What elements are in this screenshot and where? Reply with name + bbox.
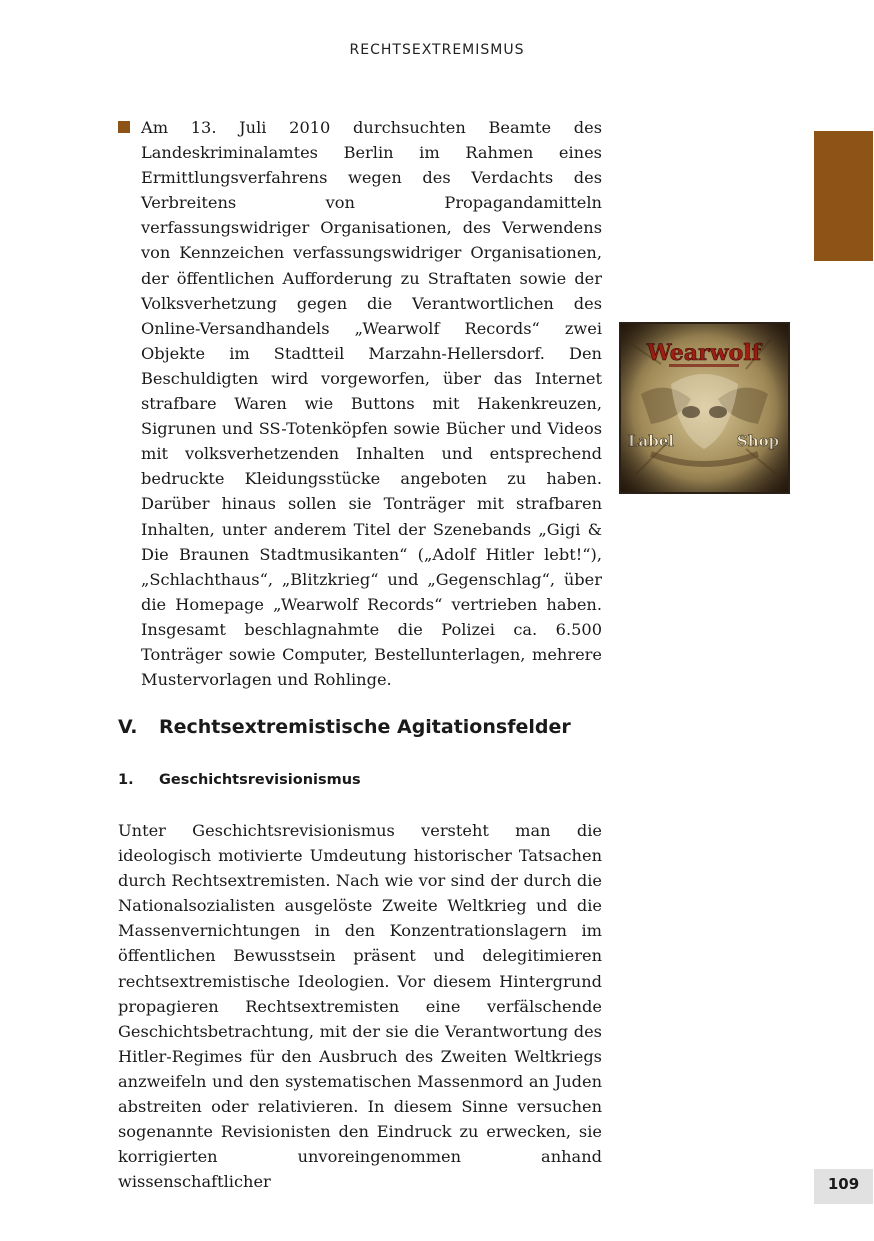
album-cover-image: [619, 322, 790, 494]
bullet-item: [118, 115, 602, 692]
section-heading: [118, 716, 718, 738]
body-paragraph: Unter Geschichtsrevisionismus versteht man die ideologisch motivierte Umdeutung historischer Tatsachen durch Rechtsextremisten. Nach wie vor sind der durch die Nationalsozialisten ausgelöste Zweite Weltkrieg und die Massenvernichtungen in den Konzentrationslagern im öffentlichen Bewusstsein präsent und delegitimieren rechtsextremistische Ideologien. Vor diesem Hintergrund propagieren Rechtsextremisten eine verfälschende Geschichtsbetrachtung, mit der sie die Verantwortung des Hitler-Regimes für den Ausbruch des Zweiten Weltkriegs anzweifeln und den systematischen Massenmord an Juden abstreiten oder relativieren. In diesem Sinne versuchen sogenannte Revisionisten den Eindruck zu erwecken, sie korrigierten unvoreingenommen anhand wissenschaftlicher: [118, 821, 602, 1192]
subsection-heading: [118, 772, 718, 788]
album-cover-art: [621, 324, 788, 492]
section-title: Rechtsextremistische Agitationsfelder: [159, 716, 571, 738]
bullet-square-icon: [118, 121, 130, 133]
bullet-text: Am 13. Juli 2010 durchsuchten Beamte des Landeskriminalamtes Berlin im Rahmen eines Ermittlungsverfahrens wegen des Verdachts des Verbreitens von Propagandamitteln verfassungswidriger Organisationen, des Verwendens von Kennzeichen verfassungswidriger Organisationen, der öffentlichen Aufforderung zu Straftaten sowie der Volksverhetzung gegen die Verantwortlichen des Online-Versandhandels „Wearwolf Records“ zwei Objekte im Stadtteil Marzahn-Hellersdorf. Den Beschuldigten wird vorgeworfen, über das Internet strafbare Waren wie Buttons mit Hakenkreuzen, Sigrunen und SS-Totenköpfen sowie Bücher und Videos mit volksverhetzenden Inhalten und entsprechend bedruckte Kleidungsstücke angeboten zu haben. Darüber hinaus sollen sie Tonträger mit strafbaren Inhalten, unter anderem Titel der Szenebands „Gigi & Die Braunen Stadtmusikanten“ („Adolf Hitler lebt!“), „Schlachthaus“, „Blitzkrieg“ und „Gegenschlag“, über die Homepage „Wearwolf Records“ vertrieben haben. Insgesamt beschlagnahmte die Polizei ca. 6.500 Tonträger sowie Computer, Bestellunterlagen, mehrere Mustervorlagen und Rohlinge.: [141, 118, 602, 690]
page-number: 109: [814, 1169, 873, 1204]
running-head: RECHTSEXTREMISMUS: [349, 42, 525, 58]
chapter-thumb-tab: [814, 131, 873, 261]
subsection-number: 1.: [118, 772, 134, 788]
subsection-title: Geschichtsrevisionismus: [159, 772, 361, 788]
section-number: V.: [118, 716, 138, 738]
